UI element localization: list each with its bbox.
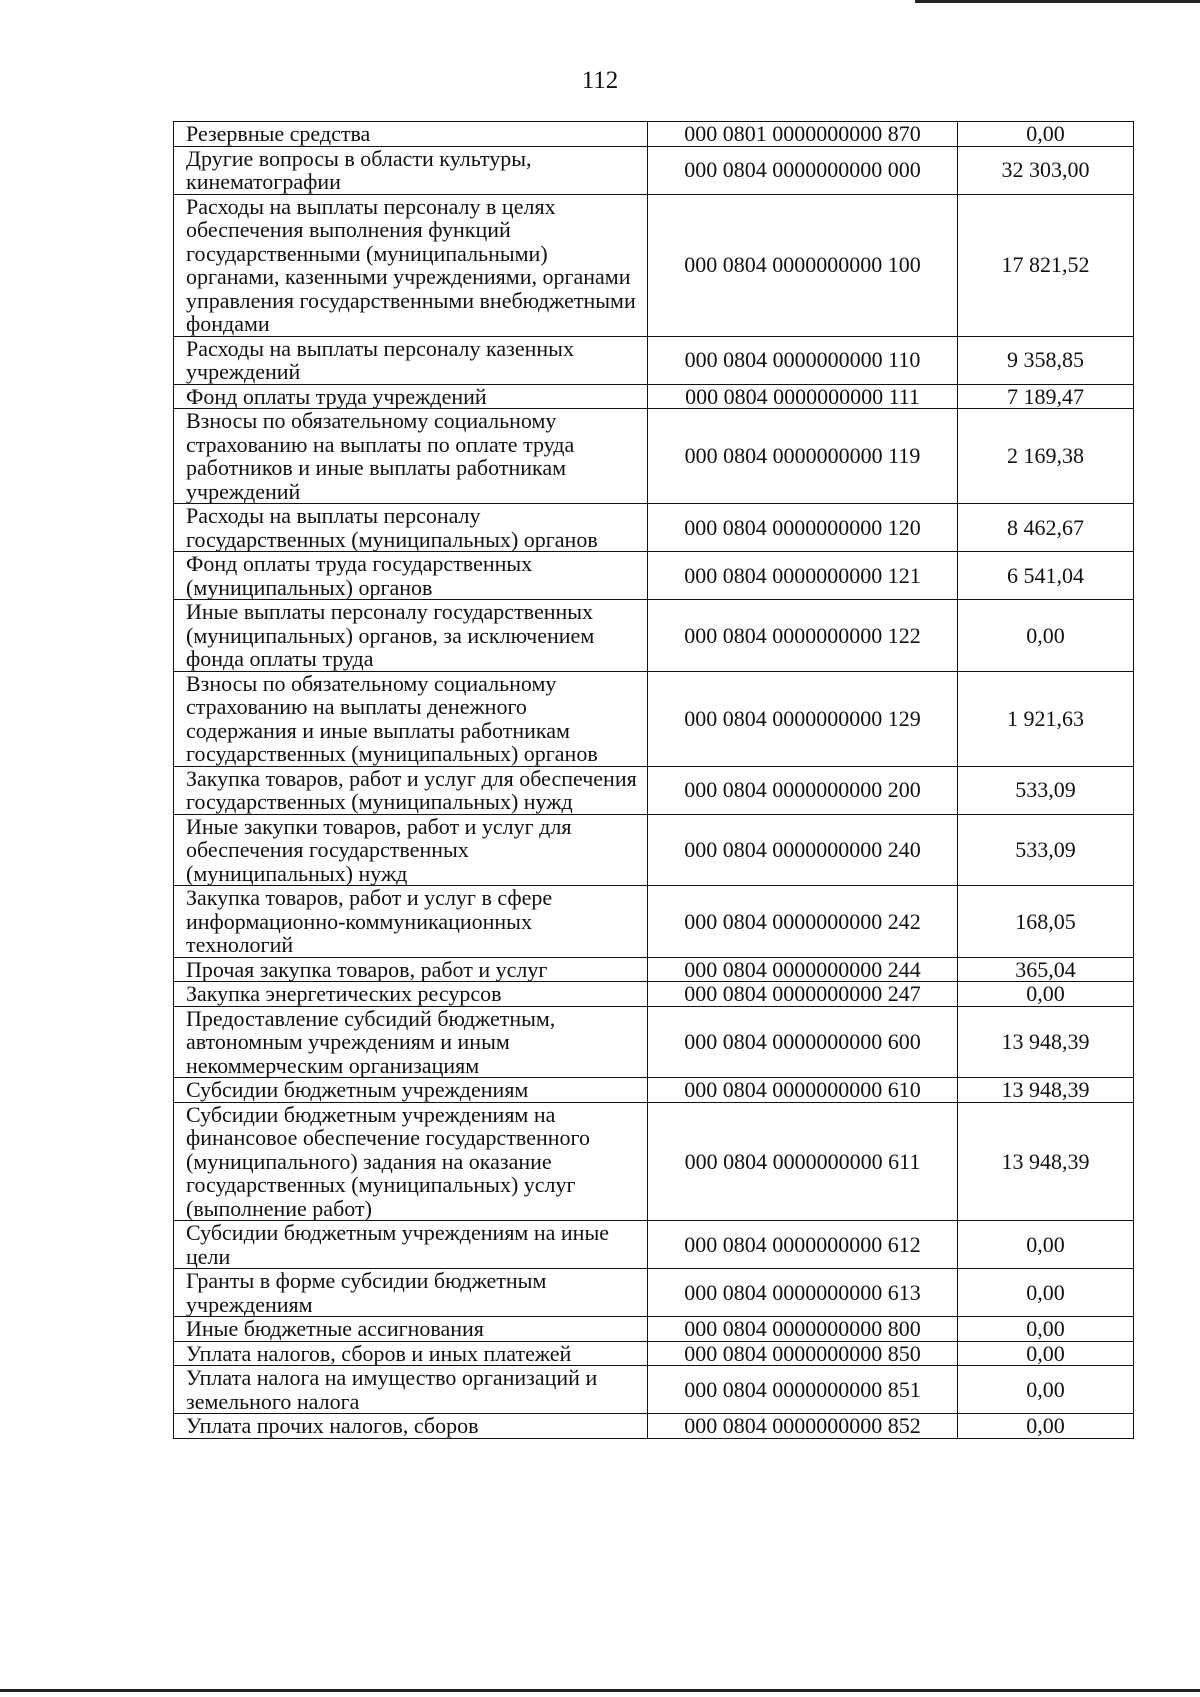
row-amount: 13 948,39	[958, 1102, 1134, 1221]
row-code: 000 0804 0000000000 600	[648, 1006, 958, 1078]
row-code: 000 0804 0000000000 119	[648, 409, 958, 504]
row-amount: 8 462,67	[958, 504, 1134, 552]
table-row	[174, 886, 1134, 958]
row-name: Гранты в форме субсидии бюджетным учреждениям	[174, 1269, 648, 1317]
row-amount: 13 948,39	[958, 1006, 1134, 1078]
row-code: 000 0804 0000000000 242	[648, 886, 958, 958]
row-amount: 0,00	[958, 1221, 1134, 1269]
row-amount: 533,09	[958, 766, 1134, 814]
row-code: 000 0804 0000000000 100	[648, 194, 958, 336]
row-code: 000 0804 0000000000 613	[648, 1269, 958, 1317]
scan-edge-top	[915, 0, 1200, 3]
table-row	[174, 1414, 1134, 1439]
table-row	[174, 671, 1134, 766]
row-amount: 0,00	[958, 1414, 1134, 1439]
row-amount: 13 948,39	[958, 1078, 1134, 1103]
scan-edge-bottom	[0, 1689, 1200, 1692]
budget-table-body	[174, 122, 1134, 1439]
row-code: 000 0804 0000000000 851	[648, 1366, 958, 1414]
row-code: 000 0804 0000000000 121	[648, 552, 958, 600]
table-row	[174, 1317, 1134, 1342]
table-row	[174, 982, 1134, 1007]
table-row	[174, 504, 1134, 552]
row-name: Субсидии бюджетным учреждениям на иные цели	[174, 1221, 648, 1269]
row-amount: 0,00	[958, 982, 1134, 1007]
table-row	[174, 194, 1134, 336]
row-name: Фонд оплаты труда учреждений	[174, 384, 648, 409]
table-row	[174, 1078, 1134, 1103]
row-amount: 533,09	[958, 814, 1134, 886]
table-row	[174, 336, 1134, 384]
row-code: 000 0801 0000000000 870	[648, 122, 958, 147]
row-amount: 32 303,00	[958, 146, 1134, 194]
row-name: Расходы на выплаты персоналу в целях обеспечения выполнения функций государственными (муниципальными) органами, казенными учреждениями, органами управления государственными внебюджетными фондами	[174, 194, 648, 336]
row-amount: 168,05	[958, 886, 1134, 958]
table-row	[174, 1341, 1134, 1366]
row-amount: 17 821,52	[958, 194, 1134, 336]
table-row	[174, 957, 1134, 982]
row-name: Уплата налогов, сборов и иных платежей	[174, 1341, 648, 1366]
row-name: Закупка энергетических ресурсов	[174, 982, 648, 1007]
row-name: Прочая закупка товаров, работ и услуг	[174, 957, 648, 982]
row-amount: 0,00	[958, 1341, 1134, 1366]
row-amount: 0,00	[958, 122, 1134, 147]
row-name: Взносы по обязательному социальному страхованию на выплаты денежного содержания и иные выплаты работникам государственных (муниципальных) органов	[174, 671, 648, 766]
row-code: 000 0804 0000000000 800	[648, 1317, 958, 1342]
table-row	[174, 1366, 1134, 1414]
row-code: 000 0804 0000000000 240	[648, 814, 958, 886]
row-name: Иные бюджетные ассигнования	[174, 1317, 648, 1342]
row-name: Закупка товаров, работ и услуг в сфере информационно-коммуникационных технологий	[174, 886, 648, 958]
row-name: Субсидии бюджетным учреждениям на финансовое обеспечение государственного (муниципального) задания на оказание государственных (муниципальных) услуг (выполнение работ)	[174, 1102, 648, 1221]
row-name: Фонд оплаты труда государственных (муниципальных) органов	[174, 552, 648, 600]
table-row	[174, 1269, 1134, 1317]
row-name: Расходы на выплаты персоналу казенных учреждений	[174, 336, 648, 384]
table-row	[174, 146, 1134, 194]
row-amount: 7 189,47	[958, 384, 1134, 409]
table-row	[174, 1102, 1134, 1221]
budget-table	[173, 121, 1134, 1439]
table-row	[174, 1006, 1134, 1078]
row-code: 000 0804 0000000000 200	[648, 766, 958, 814]
row-code: 000 0804 0000000000 247	[648, 982, 958, 1007]
table-row	[174, 600, 1134, 672]
row-name: Взносы по обязательному социальному страхованию на выплаты по оплате труда работников и иные выплаты работникам учреждений	[174, 409, 648, 504]
row-name: Субсидии бюджетным учреждениям	[174, 1078, 648, 1103]
row-code: 000 0804 0000000000 122	[648, 600, 958, 672]
table-row	[174, 814, 1134, 886]
row-amount: 9 358,85	[958, 336, 1134, 384]
row-amount: 365,04	[958, 957, 1134, 982]
row-name: Иные закупки товаров, работ и услуг для обеспечения государственных (муниципальных) нужд	[174, 814, 648, 886]
table-row	[174, 552, 1134, 600]
row-code: 000 0804 0000000000 244	[648, 957, 958, 982]
row-code: 000 0804 0000000000 111	[648, 384, 958, 409]
row-amount: 0,00	[958, 1366, 1134, 1414]
table-row	[174, 409, 1134, 504]
row-name: Уплата прочих налогов, сборов	[174, 1414, 648, 1439]
row-code: 000 0804 0000000000 610	[648, 1078, 958, 1103]
table-row	[174, 1221, 1134, 1269]
row-code: 000 0804 0000000000 852	[648, 1414, 958, 1439]
row-name: Закупка товаров, работ и услуг для обеспечения государственных (муниципальных) нужд	[174, 766, 648, 814]
row-code: 000 0804 0000000000 611	[648, 1102, 958, 1221]
table-row	[174, 384, 1134, 409]
row-amount: 0,00	[958, 1317, 1134, 1342]
row-code: 000 0804 0000000000 129	[648, 671, 958, 766]
row-amount: 0,00	[958, 600, 1134, 672]
row-code: 000 0804 0000000000 110	[648, 336, 958, 384]
row-name: Расходы на выплаты персоналу государственных (муниципальных) органов	[174, 504, 648, 552]
row-name: Другие вопросы в области культуры, кинематографии	[174, 146, 648, 194]
row-amount: 6 541,04	[958, 552, 1134, 600]
row-name: Иные выплаты персоналу государственных (муниципальных) органов, за исключением фонда оплаты труда	[174, 600, 648, 672]
table-row	[174, 122, 1134, 147]
row-name: Предоставление субсидий бюджетным, автономным учреждениям и иным некоммерческим организациям	[174, 1006, 648, 1078]
row-code: 000 0804 0000000000 120	[648, 504, 958, 552]
row-code: 000 0804 0000000000 000	[648, 146, 958, 194]
table-row	[174, 766, 1134, 814]
page-number: 112	[581, 67, 619, 94]
row-name: Резервные средства	[174, 122, 648, 147]
row-amount: 2 169,38	[958, 409, 1134, 504]
row-amount: 1 921,63	[958, 671, 1134, 766]
row-code: 000 0804 0000000000 612	[648, 1221, 958, 1269]
row-amount: 0,00	[958, 1269, 1134, 1317]
row-name: Уплата налога на имущество организаций и земельного налога	[174, 1366, 648, 1414]
row-code: 000 0804 0000000000 850	[648, 1341, 958, 1366]
